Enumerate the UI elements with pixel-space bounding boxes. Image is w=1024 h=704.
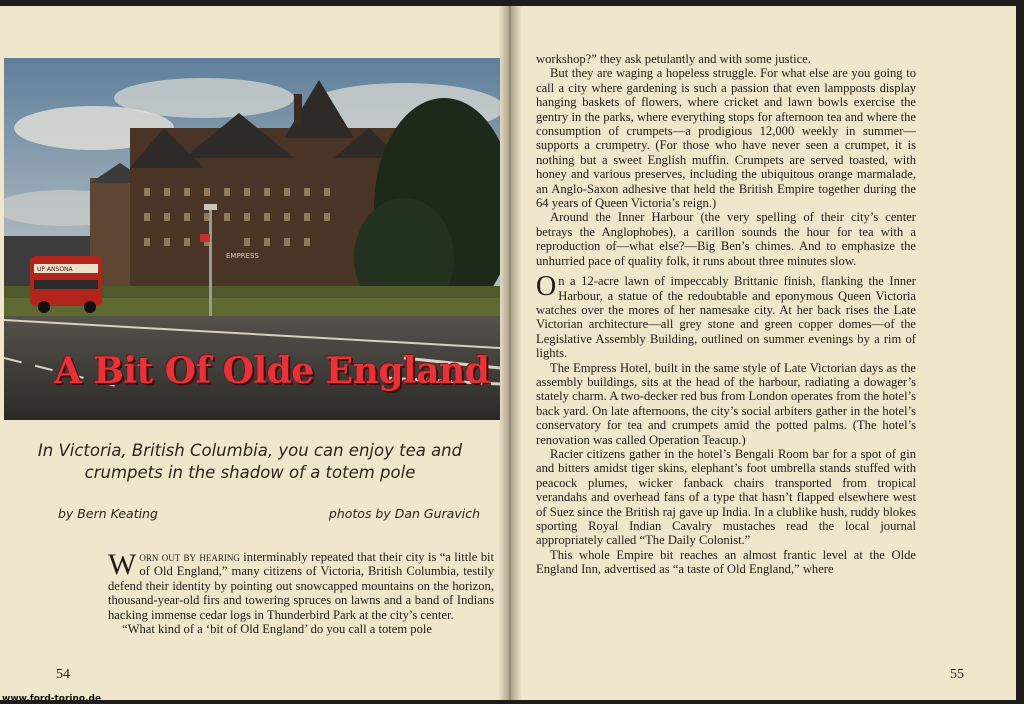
- paragraph-2: “What kind of a ‘bit of Old England’ do you call a totem pole: [122, 622, 432, 637]
- page-number-left: 54: [56, 667, 70, 682]
- left-page: [0, 6, 510, 700]
- paragraph-hopeless: But they are waging a hopeless struggle. For what else are you going to call a city where gardening is such a passion that even lampposts display hanging baskets of flowers, where cricket and lawn bowls exercise the gentry in the parks, where everything stops for afternoon tea and where the consumption of crumpets—a prodigious 12,000 weekly in summer—supports a crumpetry. (For those who have never seen a crumpet, it is nothing but a sweet English muffin. Crumpets are served toasted, with honey and various preserves, including the ubiquitous orange marmalade, an Anglo-Saxon adhesive that held the British Empire together during the 64 years of Queen Victoria’s reign.): [536, 66, 916, 211]
- red-double-decker-bus: [30, 256, 102, 313]
- paragraph-lawn: [536, 271, 916, 361]
- lead-smallcaps: orn out by hearing: [139, 550, 240, 564]
- photo-credit: photos by Dan Guravich: [328, 506, 480, 521]
- bus-sign: UP ANSONA: [37, 266, 73, 273]
- lead-text: interminably repeated that their city is “a little bit of Old England,” many citizens of Victoria, British Columbia, testily defend their identity by pointing out snowcapped mountains on the horizon, thousand-year-old firs and towering spruces on lawns and a band of Indians hacking immense cedar logs in Thunderbird Park at the city’s center.: [108, 550, 494, 622]
- headline: A Bit Of Olde England: [54, 350, 490, 392]
- article-body-right: [536, 52, 916, 577]
- watermark: www.ford-torino.de: [0, 694, 103, 700]
- subtitle-line-2: crumpets in the shadow of a totem pole: [84, 463, 416, 482]
- subtitle-line-1: In Victoria, British Columbia, you can enjoy tea and: [37, 441, 463, 460]
- page-number-right: 55: [950, 667, 964, 682]
- paragraph-empress: The Empress Hotel, built in the same style of Late Victorian days as the assembly buildings, sits at the head of the harbour, radiating a dowager’s stately charm. A two-decker red bus from London operates from the hotel’s back yard. On late afternoons, the city’s social arbiters gather in the hotel’s conservatory for tea and crumpets amid the potted palms. (The hotel’s renovation was called Operation Teacup.): [536, 360, 916, 447]
- paragraph-harbour: Around the Inner Harbour (the very spelling of their city’s center betrays the Anglophobes), a carillon sounds the hour for tea with a reproduction of—what else?—Big Ben’s chimes. And to emphasize the unhurried pace of quality folk, it runs about three minutes slow.: [536, 210, 916, 268]
- lead-paragraph: [108, 550, 494, 622]
- paragraph-lawn-text: n a 12-acre lawn of impeccably Brittanic finish, flanking the Inner Harbour, a statue of the redoubtable and eponymous Queen Victoria watches over the mores of her namesake city. At her back rises the Late Victorian architecture—all grey stone and green copper domes—of the Legislative Assembly Building, outlined on summer evenings by a rim of lights.: [536, 274, 916, 361]
- drop-cap: W: [108, 548, 137, 581]
- paragraph-continued: workshop?” they ask petulantly and with some justice.: [536, 52, 811, 66]
- drop-cap-o: O: [536, 271, 557, 303]
- paragraph-empire: This whole Empire bit reaches an almost frantic level at the Olde England Inn, advertised as “a taste of Old England,” where: [536, 547, 916, 577]
- paragraph-racier: Racier citizens gather in the hotel’s Bengali Room bar for a spot of gin and bitters amidst tiger skins, elephant’s foot umbrella stands stuffed with peacock plumes, wicker fanback chairs transported from tropical verandahs and overhead fans of a type that hasn’t flapped elsewhere west of Suez since the British raj gave up India. In a clublike hush, ruddy blokes sporting Royal Indian Cavalry mustaches read the local journal appropriately called “The Daily Colonist.”: [536, 446, 916, 548]
- right-page: [510, 6, 1016, 700]
- byline: by Bern Keating: [58, 506, 158, 521]
- subtitle: [20, 440, 480, 484]
- hotel-sign: EMPRESS: [226, 252, 259, 260]
- article-body-left: [108, 550, 494, 636]
